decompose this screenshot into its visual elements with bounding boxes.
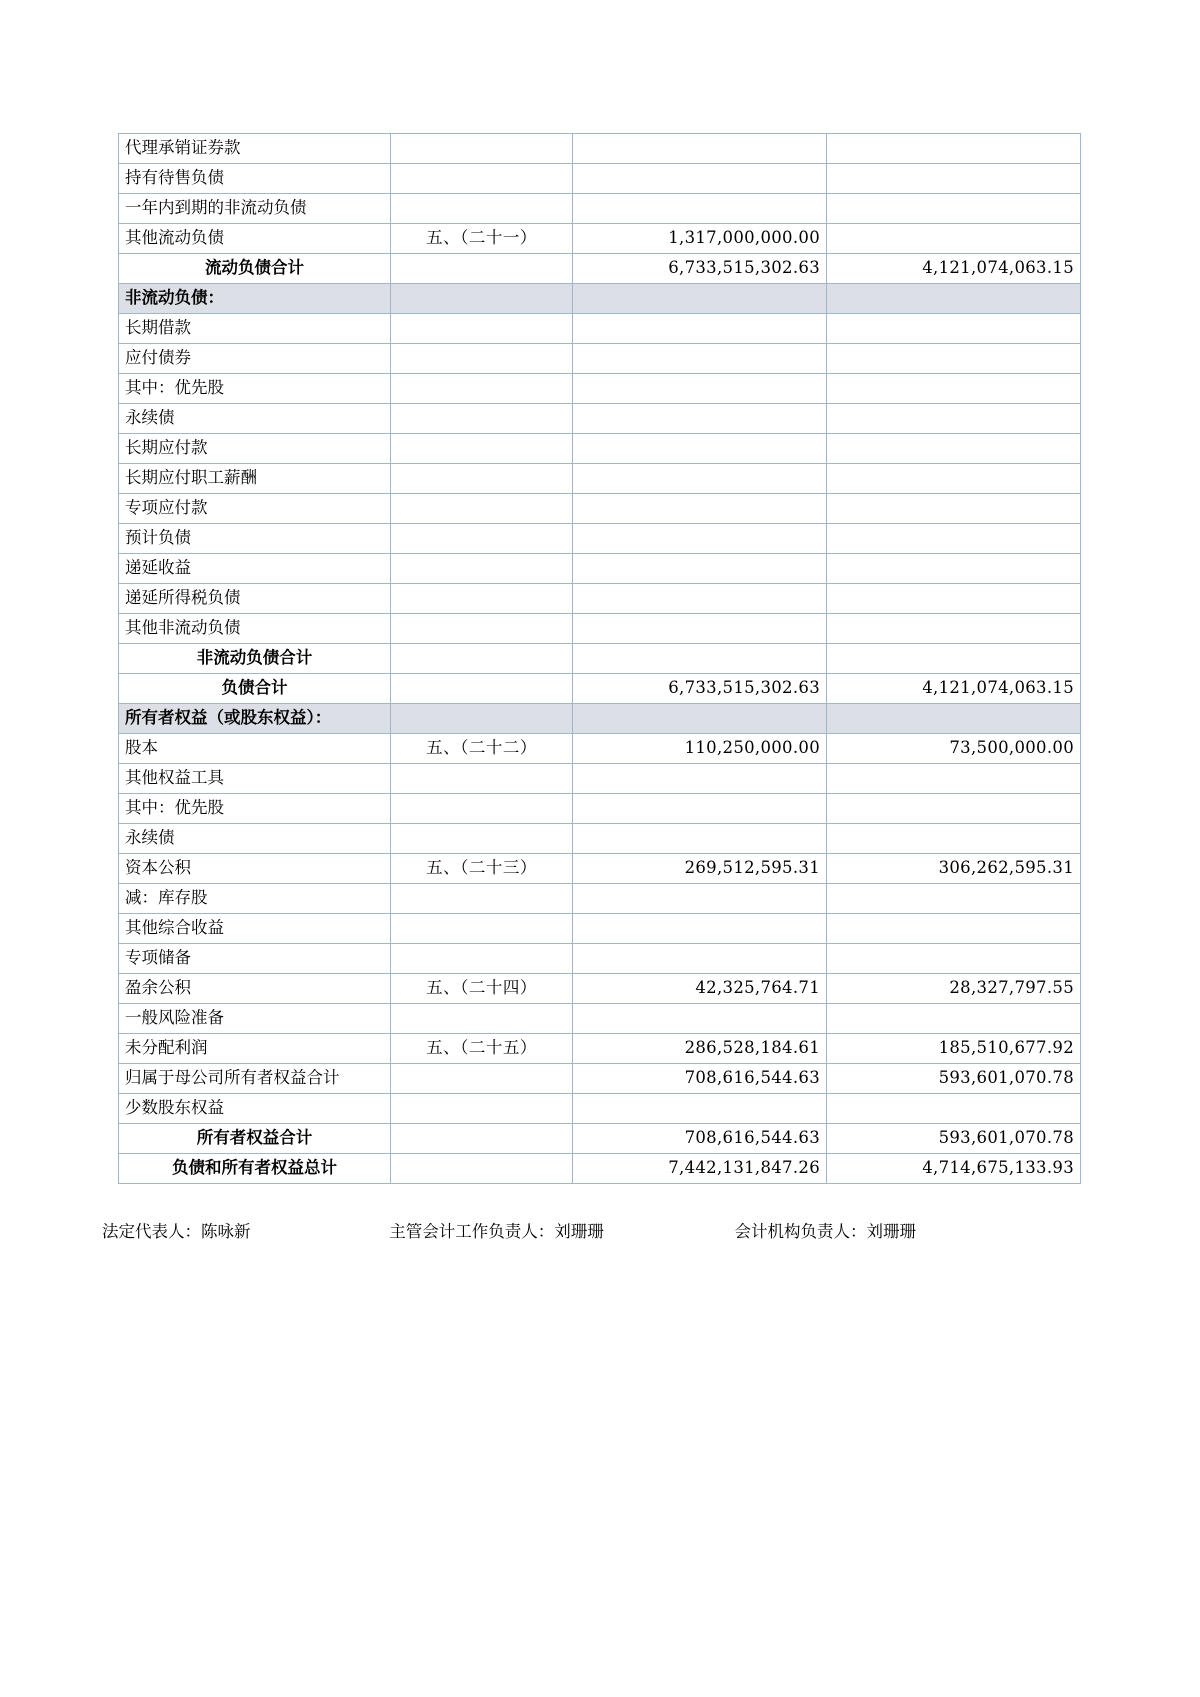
row-value-current-period (573, 1004, 827, 1034)
balance-sheet-body (119, 134, 1081, 1184)
table-row (119, 764, 1081, 794)
row-value-current-period: 269,512,595.31 (573, 854, 827, 884)
row-value-prior-period: 73,500,000.00 (827, 734, 1081, 764)
row-item-label: 专项应付款 (119, 494, 391, 524)
accounting-manager-signature: 主管会计工作负责人：刘珊珊 (389, 1222, 604, 1241)
row-item-label: 其他权益工具 (119, 764, 391, 794)
row-value-current-period (573, 494, 827, 524)
table-row (119, 134, 1081, 164)
row-value-prior-period: 593,601,070.78 (827, 1124, 1081, 1154)
table-row (119, 164, 1081, 194)
table-row (119, 464, 1081, 494)
row-item-label: 非流动负债： (119, 284, 391, 314)
row-item-label: 其他流动负债 (119, 224, 391, 254)
table-row (119, 1124, 1081, 1154)
row-value-prior-period: 4,121,074,063.15 (827, 674, 1081, 704)
row-note-reference: 五、（二十四） (391, 974, 573, 1004)
row-item-label: 流动负债合计 (119, 254, 391, 284)
row-item-label: 资本公积 (119, 854, 391, 884)
row-value-prior-period (827, 374, 1081, 404)
row-note-reference (391, 134, 573, 164)
row-value-prior-period (827, 434, 1081, 464)
row-value-prior-period (827, 704, 1081, 734)
row-value-current-period: 7,442,131,847.26 (573, 1154, 827, 1184)
row-item-label: 长期应付职工薪酬 (119, 464, 391, 494)
row-note-reference (391, 284, 573, 314)
row-item-label: 其中：优先股 (119, 374, 391, 404)
row-note-reference: 五、（二十二） (391, 734, 573, 764)
row-value-current-period (573, 164, 827, 194)
row-value-current-period (573, 344, 827, 374)
table-row (119, 284, 1081, 314)
row-value-current-period: 42,325,764.71 (573, 974, 827, 1004)
table-row (119, 554, 1081, 584)
row-note-reference (391, 944, 573, 974)
table-row (119, 854, 1081, 884)
row-item-label: 所有者权益（或股东权益）： (119, 704, 391, 734)
row-item-label: 少数股东权益 (119, 1094, 391, 1124)
table-row (119, 314, 1081, 344)
table-row (119, 494, 1081, 524)
row-value-prior-period (827, 1094, 1081, 1124)
row-value-current-period (573, 434, 827, 464)
row-note-reference (391, 344, 573, 374)
row-item-label: 减：库存股 (119, 884, 391, 914)
row-value-prior-period (827, 614, 1081, 644)
table-row (119, 434, 1081, 464)
legal-representative-signature: 法定代表人：陈咏新 (102, 1222, 251, 1241)
row-value-prior-period (827, 404, 1081, 434)
row-note-reference (391, 1124, 573, 1154)
table-row (119, 974, 1081, 1004)
row-note-reference (391, 884, 573, 914)
table-row (119, 374, 1081, 404)
table-row (119, 1094, 1081, 1124)
row-value-prior-period (827, 944, 1081, 974)
row-value-current-period (573, 134, 827, 164)
row-note-reference: 五、（二十一） (391, 224, 573, 254)
row-value-prior-period (827, 584, 1081, 614)
row-value-current-period: 110,250,000.00 (573, 734, 827, 764)
row-value-prior-period: 306,262,595.31 (827, 854, 1081, 884)
row-note-reference (391, 764, 573, 794)
row-value-current-period (573, 584, 827, 614)
row-value-current-period (573, 284, 827, 314)
row-note-reference (391, 1094, 573, 1124)
row-item-label: 持有待售负债 (119, 164, 391, 194)
row-item-label: 长期借款 (119, 314, 391, 344)
row-value-current-period: 708,616,544.63 (573, 1124, 827, 1154)
row-note-reference (391, 404, 573, 434)
row-item-label: 专项储备 (119, 944, 391, 974)
row-value-prior-period (827, 314, 1081, 344)
row-value-prior-period: 4,714,675,133.93 (827, 1154, 1081, 1184)
row-note-reference: 五、（二十五） (391, 1034, 573, 1064)
row-value-current-period (573, 884, 827, 914)
row-value-prior-period (827, 914, 1081, 944)
row-value-prior-period (827, 224, 1081, 254)
table-row (119, 194, 1081, 224)
row-value-current-period (573, 914, 827, 944)
row-value-prior-period (827, 164, 1081, 194)
row-note-reference (391, 434, 573, 464)
row-item-label: 未分配利润 (119, 1034, 391, 1064)
row-value-current-period (573, 794, 827, 824)
row-value-current-period (573, 764, 827, 794)
row-value-current-period (573, 524, 827, 554)
row-note-reference (391, 794, 573, 824)
row-value-current-period: 286,528,184.61 (573, 1034, 827, 1064)
row-value-prior-period (827, 1004, 1081, 1034)
row-item-label: 应付债券 (119, 344, 391, 374)
row-value-current-period: 6,733,515,302.63 (573, 254, 827, 284)
row-item-label: 预计负债 (119, 524, 391, 554)
row-value-prior-period: 593,601,070.78 (827, 1064, 1081, 1094)
row-note-reference (391, 914, 573, 944)
balance-sheet-table (118, 133, 1081, 1184)
table-row (119, 794, 1081, 824)
row-item-label: 其中：优先股 (119, 794, 391, 824)
table-row (119, 734, 1081, 764)
row-value-current-period: 708,616,544.63 (573, 1064, 827, 1094)
row-note-reference (391, 254, 573, 284)
row-value-current-period (573, 374, 827, 404)
row-value-current-period (573, 644, 827, 674)
table-row (119, 1064, 1081, 1094)
row-note-reference (391, 314, 573, 344)
table-row (119, 1034, 1081, 1064)
row-value-current-period (573, 704, 827, 734)
balance-sheet-table-wrapper (118, 133, 1080, 1184)
row-note-reference (391, 1004, 573, 1034)
table-row (119, 254, 1081, 284)
row-value-prior-period (827, 344, 1081, 374)
row-value-prior-period (827, 644, 1081, 674)
table-row (119, 614, 1081, 644)
row-value-prior-period (827, 764, 1081, 794)
row-item-label: 盈余公积 (119, 974, 391, 1004)
row-value-prior-period (827, 134, 1081, 164)
row-item-label: 其他非流动负债 (119, 614, 391, 644)
row-value-prior-period (827, 494, 1081, 524)
row-note-reference (391, 704, 573, 734)
row-item-label: 负债和所有者权益总计 (119, 1154, 391, 1184)
row-value-prior-period (827, 464, 1081, 494)
row-note-reference (391, 374, 573, 404)
row-note-reference (391, 644, 573, 674)
table-row (119, 884, 1081, 914)
row-item-label: 负债合计 (119, 674, 391, 704)
row-item-label: 股本 (119, 734, 391, 764)
row-item-label: 其他综合收益 (119, 914, 391, 944)
row-item-label: 一般风险准备 (119, 1004, 391, 1034)
row-note-reference (391, 824, 573, 854)
row-value-current-period (573, 314, 827, 344)
row-item-label: 所有者权益合计 (119, 1124, 391, 1154)
row-note-reference (391, 524, 573, 554)
row-value-prior-period (827, 824, 1081, 854)
row-value-prior-period: 4,121,074,063.15 (827, 254, 1081, 284)
row-value-current-period (573, 944, 827, 974)
table-row (119, 944, 1081, 974)
row-value-prior-period (827, 884, 1081, 914)
row-item-label: 永续债 (119, 404, 391, 434)
accounting-institution-signature: 会计机构负责人：刘珊珊 (734, 1222, 916, 1241)
table-row (119, 704, 1081, 734)
table-row (119, 1154, 1081, 1184)
table-row (119, 824, 1081, 854)
row-value-prior-period: 28,327,797.55 (827, 974, 1081, 1004)
row-note-reference (391, 584, 573, 614)
table-row (119, 584, 1081, 614)
table-row (119, 404, 1081, 434)
table-row (119, 674, 1081, 704)
row-note-reference (391, 194, 573, 224)
row-item-label: 递延所得税负债 (119, 584, 391, 614)
row-item-label: 永续债 (119, 824, 391, 854)
row-note-reference (391, 1064, 573, 1094)
row-value-current-period (573, 554, 827, 584)
row-value-current-period: 1,317,000,000.00 (573, 224, 827, 254)
table-row (119, 524, 1081, 554)
row-note-reference (391, 674, 573, 704)
table-row (119, 1004, 1081, 1034)
table-row (119, 224, 1081, 254)
row-item-label: 递延收益 (119, 554, 391, 584)
row-value-current-period (573, 614, 827, 644)
row-value-prior-period (827, 794, 1081, 824)
row-value-current-period (573, 194, 827, 224)
row-value-current-period (573, 1094, 827, 1124)
table-row (119, 644, 1081, 674)
row-note-reference (391, 1154, 573, 1184)
row-value-prior-period (827, 284, 1081, 314)
row-item-label: 代理承销证券款 (119, 134, 391, 164)
signature-row (102, 1218, 1082, 1242)
row-value-current-period (573, 464, 827, 494)
row-note-reference (391, 494, 573, 524)
row-item-label: 归属于母公司所有者权益合计 (119, 1064, 391, 1094)
row-value-prior-period (827, 194, 1081, 224)
row-note-reference (391, 164, 573, 194)
row-value-prior-period (827, 524, 1081, 554)
row-value-current-period: 6,733,515,302.63 (573, 674, 827, 704)
table-row (119, 914, 1081, 944)
row-note-reference (391, 464, 573, 494)
row-value-prior-period (827, 554, 1081, 584)
row-value-current-period (573, 404, 827, 434)
row-value-current-period (573, 824, 827, 854)
row-item-label: 非流动负债合计 (119, 644, 391, 674)
table-row (119, 344, 1081, 374)
row-value-prior-period: 185,510,677.92 (827, 1034, 1081, 1064)
row-note-reference (391, 554, 573, 584)
row-item-label: 一年内到期的非流动负债 (119, 194, 391, 224)
row-note-reference (391, 614, 573, 644)
row-note-reference: 五、（二十三） (391, 854, 573, 884)
row-item-label: 长期应付款 (119, 434, 391, 464)
